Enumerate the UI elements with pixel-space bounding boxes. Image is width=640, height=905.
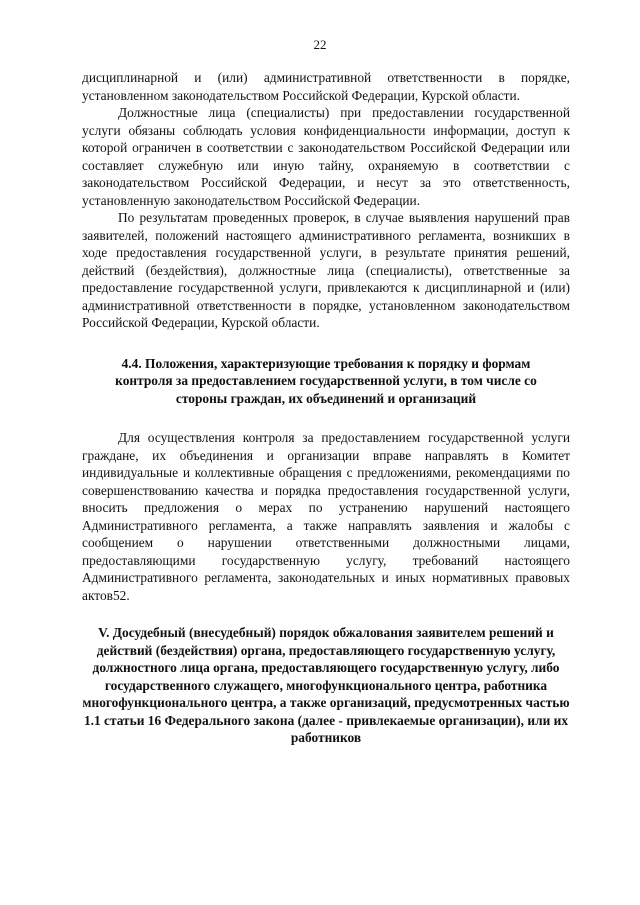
paragraph-inspection-results: По результатам проведенных проверок, в случае выявления нарушений прав заявителей, положений настоящего административного регламента, возникших в ходе предоставления государственной услуги, в результате принятия решений, действий (бездействия), должностные лица (специалисты), ответственные за предоставление государственной услуги, привлекаются к дисциплинарной и (или) административной ответственности в порядке, установленном законодательством Российской Федерации, Курской области. <box>82 210 570 330</box>
paragraph-confidentiality: Должностные лица (специалисты) при предоставлении государственной услуги обязаны соблюдать условия конфиденциальности информации, доступ к которой ограничен в соответствии с законодательством Российской Федерации или составляет служебную или иную тайну, охраняемую в соответствии с законодательством Российской Федерации, и несут за это ответственность, установленную законодательством Российской Федерации. <box>82 105 570 208</box>
section-5-heading: V. Досудебный (внесудебный) порядок обжалования заявителем решений и действий (бездействия) органа, предоставляющего государственную услугу, должностного лица органа, предоставляющего государственную услугу, либо государственного служащего, многофункционального центра, работника многофункционального центра, а также организаций, предусмотренных частью 1.1 статьи 16 Федерального закона (далее - привлекаемые организации), или их работников <box>82 625 570 745</box>
page-number: 22 <box>313 37 327 52</box>
page-body <box>82 69 570 747</box>
section-4-4-paragraph: Для осуществления контроля за предоставлением государственной услуги граждане, их объединения и организации вправе направлять в Комитет индивидуальные и коллективные обращения с предложениями, рекомендациями по совершенствованию качества и порядка предоставления государственной услуги, вносить предложения о мерах по устранению нарушений настоящего Административного регламента, а также направлять заявления и жалобы с сообщением о нарушении ответственными должностными лицами, предоставляющими государственную услугу, требований настоящего Административного регламента, законодательных и иных нормативных правовых актов52. <box>82 430 570 603</box>
section-4-4-heading: 4.4. Положения, характеризующие требования к порядку и формам контроля за предоставлением государственной услуги, в том числе со стороны граждан, их объединений и организаций <box>115 355 537 406</box>
paragraph-continuation: дисциплинарной и (или) административной ответственности в порядке, установленном законодательством Российской Федерации, Курской области. <box>82 70 570 103</box>
